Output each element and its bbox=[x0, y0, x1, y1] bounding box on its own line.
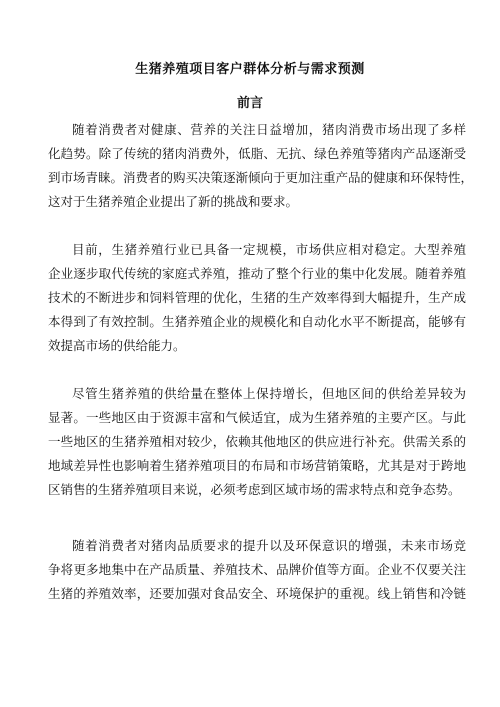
paragraph-line: 技术的不断进步和饲料管理的优化，生猪的生产效率得到大幅提升，生产成 bbox=[48, 290, 466, 305]
paragraph-line: 区销售的生猪养殖项目来说，必须考虑到区域市场的需求特点和竞争态势。 bbox=[48, 482, 461, 497]
paragraph-line: 尽管生猪养殖的供给量在整体上保持增长，但地区间的供给差异较为 bbox=[72, 386, 466, 401]
document-title: 生猪养殖项目客户群体分析与需求预测 bbox=[135, 62, 365, 77]
paragraph-line: 效提高市场的供给能力。 bbox=[48, 338, 186, 353]
paragraph-line: 争将更多地集中在产品质量、养殖技术、品牌价值等方面。企业不仅要关注 bbox=[48, 562, 466, 577]
paragraph-3 bbox=[48, 382, 466, 502]
paragraph-line: 随着消费者对猪肉品质要求的提升以及环保意识的增强，未来市场竞 bbox=[72, 538, 466, 553]
paragraph-line: 企业逐步取代传统的家庭式养殖，推动了整个行业的集中化发展。随着养殖 bbox=[48, 266, 466, 281]
paragraph-line: 到市场青睐。消费者的购买决策逐渐倾向于更加注重产品的健康和环保特性， bbox=[48, 170, 474, 185]
preface-heading: 前言 bbox=[236, 96, 263, 111]
paragraph-line: 本得到了有效控制。生猪养殖企业的规模化和自动化水平不断提高，能够有 bbox=[48, 314, 466, 329]
paragraph-line: 目前，生猪养殖行业已具备一定规模，市场供应相对稳定。大型养殖 bbox=[72, 242, 466, 257]
paragraph-1 bbox=[48, 118, 474, 214]
paragraph-line: 生猪的养殖效率，还要加强对食品安全、环境保护的重视。线上销售和冷链 bbox=[48, 586, 466, 601]
paragraph-line: 这对于生猪养殖企业提出了新的挑战和要求。 bbox=[48, 194, 299, 209]
paragraph-4 bbox=[48, 534, 466, 606]
paragraph-line: 地域差异性也影响着生猪养殖项目的布局和市场营销策略，尤其是对于跨地 bbox=[48, 458, 466, 473]
paragraph-line: 化趋势。除了传统的猪肉消费外，低脂、无抗、绿色养殖等猪肉产品逐渐受 bbox=[48, 146, 466, 161]
paragraph-line: 一些地区的生猪养殖相对较少，依赖其他地区的供应进行补充。供需关系的 bbox=[48, 434, 466, 449]
paragraph-2 bbox=[48, 238, 466, 358]
paragraph-line: 显著。一些地区由于资源丰富和气候适宜，成为生猪养殖的主要产区。与此 bbox=[48, 410, 466, 425]
paragraph-line: 随着消费者对健康、营养的关注日益增加，猪肉消费市场出现了多样 bbox=[72, 122, 466, 137]
